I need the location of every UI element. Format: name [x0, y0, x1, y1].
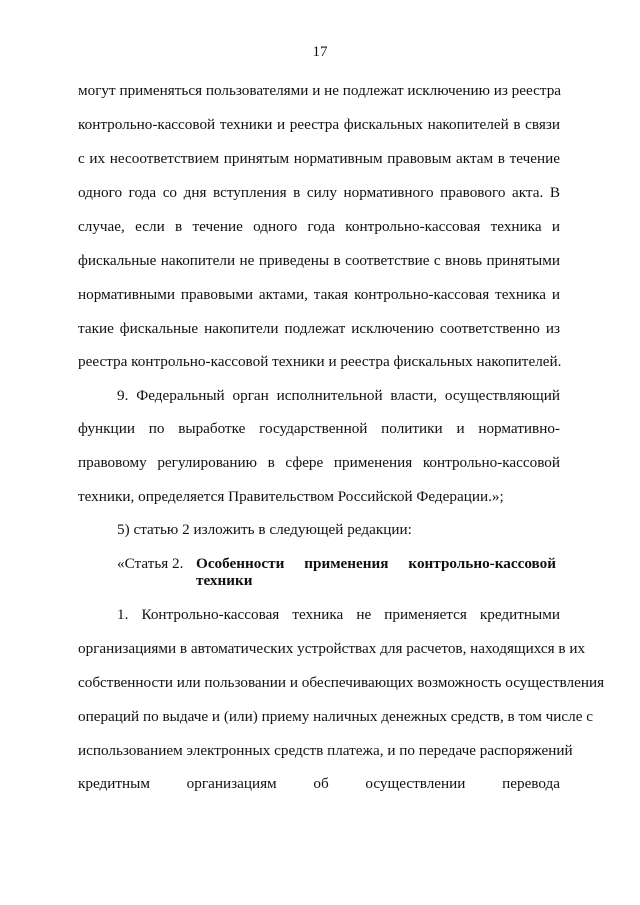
- text-line: 5) статью 2 изложить в следующей редакции:: [117, 521, 412, 538]
- article-title: техники: [196, 572, 253, 589]
- text-line: случае, если в течение одного года контрольно-кассовая техника и: [78, 218, 560, 235]
- text-line: контрольно-кассовой техники и реестра фискальных накопителей в связи: [78, 116, 560, 133]
- text-line: использованием электронных средств платежа, и по передаче распоряжений: [78, 742, 573, 759]
- text-line: операций по выдаче и (или) приему наличных денежных средств, в том числе с: [78, 708, 594, 725]
- text-line: собственности или пользовании и обеспечивающих возможность осуществления: [78, 674, 605, 691]
- article-label: «Статья 2.: [117, 555, 184, 572]
- text-line: техники, определяется Правительством Российской Федерации.»;: [78, 488, 504, 505]
- text-line: реестра контрольно-кассовой техники и реестра фискальных накопителей.: [78, 353, 562, 370]
- text-line: фискальные накопители не приведены в соответствие с вновь принятыми: [78, 252, 560, 269]
- text-line: нормативными правовыми актами, такая контрольно-кассовая техника и: [78, 286, 560, 303]
- text-line: могут применяться пользователями и не подлежат исключению из реестра: [78, 82, 562, 99]
- text-line: функции по выработке государственной политики и нормативно-: [78, 420, 560, 437]
- text-line: 9. Федеральный орган исполнительной власти, осуществляющий: [117, 387, 560, 404]
- text-line: организациями в автоматических устройствах для расчетов, находящихся в их: [78, 640, 586, 657]
- text-line: кредитным организациям об осуществлении перевода: [78, 775, 560, 792]
- text-line: с их несоответствием принятым нормативным правовым актам в течение: [78, 150, 560, 167]
- page-number: 17: [312, 44, 328, 60]
- text-line: такие фискальные накопители подлежат исключению соответственно из: [78, 320, 560, 337]
- text-line: правовому регулированию в сфере применения контрольно-кассовой: [78, 454, 560, 471]
- text-line: 1. Контрольно-кассовая техника не применяется кредитными: [117, 606, 560, 623]
- text-line: одного года со дня вступления в силу нормативного правового акта. В: [78, 184, 560, 201]
- article-title: Особенности применения контрольно-кассовой: [196, 555, 556, 572]
